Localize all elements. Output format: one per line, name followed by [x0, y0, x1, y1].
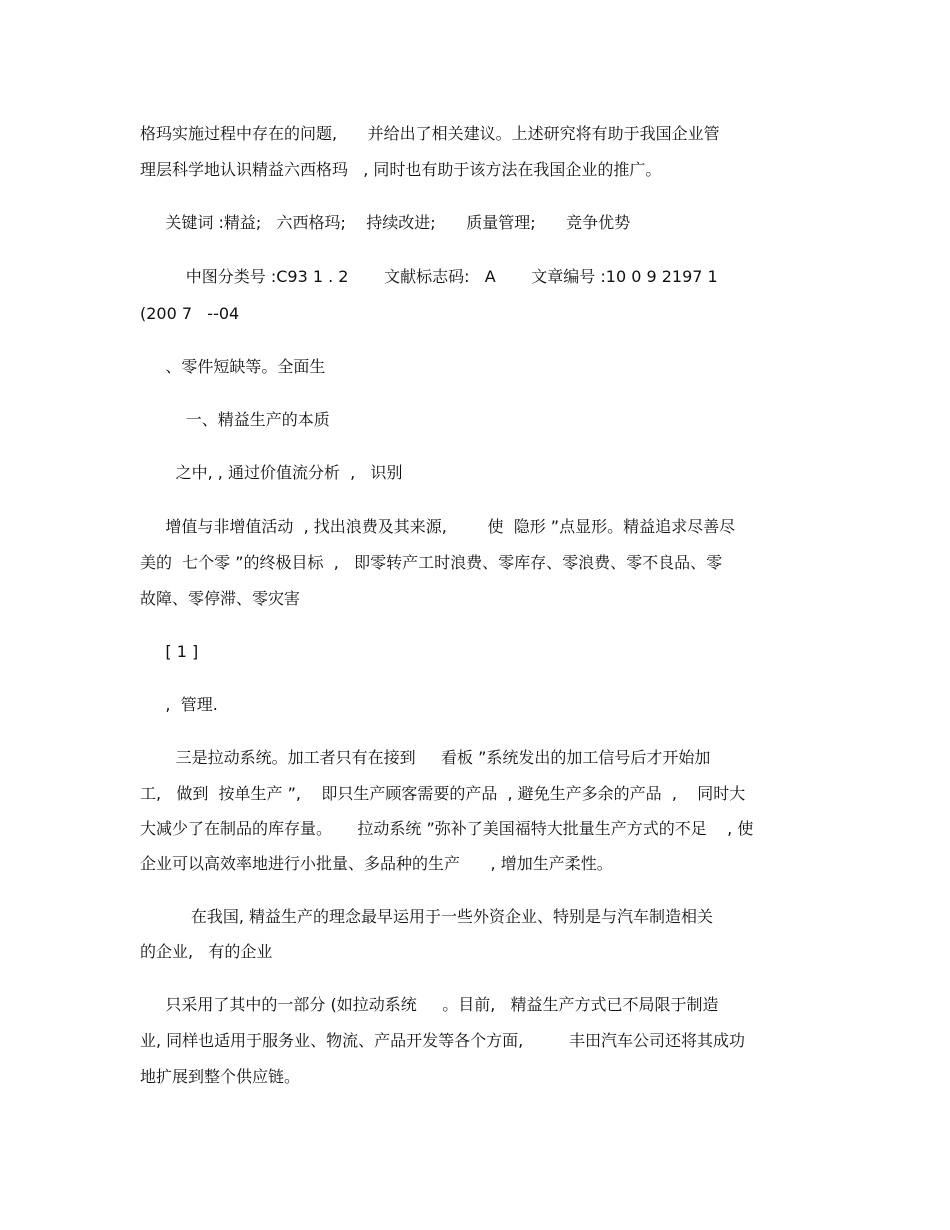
section-heading: 一、精益生产的本质	[140, 410, 330, 429]
classification-line: (200 7 --04	[140, 304, 240, 323]
body-text-line: 之中, , 通过价值流分析 , 识别	[140, 463, 403, 482]
keywords-line: 关键词 :精益; 六西格玛; 持续改进; 质量管理; 竞争优势	[140, 213, 631, 232]
citation-marker: [ 1 ]	[140, 642, 199, 661]
body-text-line: 故障、零停滞、零灾害	[140, 589, 301, 608]
body-text-line: 企业可以高效率地进行小批量、多品种的生产 , 增加生产柔性。	[140, 854, 613, 873]
body-text-line: 增值与非增值活动 , 找出浪费及其来源, 使 隐形 ”点显形。精益追求尽善尽	[140, 517, 736, 536]
body-text-line: 三是拉动系统。加工者只有在接到 看板 ”系统发出的加工信号后才开始加	[140, 748, 711, 767]
body-text-line: 理层科学地认识精益六西格玛 , 同时也有助于该方法在我国企业的推广。	[140, 160, 662, 179]
body-text-line: 大减少了在制品的库存量。 拉动系统 ”弥补了美国福特大批量生产方式的不足 , 使	[140, 819, 754, 838]
classification-line: 中图分类号 :C93 1 . 2 文献标志码: A 文章编号 :10 0 9 2197 1	[140, 267, 718, 286]
body-text-line: 、零件短缺等。全面生	[140, 357, 326, 376]
body-text-line: 只采用了其中的一部分 (如拉动系统 。目前, 精益生产方式已不局限于制造	[140, 995, 719, 1014]
body-text-line: 在我国, 精益生产的理念最早运用于一些外资企业、特别是与汽车制造相关	[140, 907, 714, 926]
body-text-line: 业, 同样也适用于服务业、物流、产品开发等各个方面, 丰田汽车公司还将其成功	[140, 1031, 746, 1050]
body-text-line: , 管理.	[140, 695, 218, 714]
body-text-line: 的企业, 有的企业	[140, 942, 273, 961]
body-text-line: 格玛实施过程中存在的问题, 并给出了相关建议。上述研究将有助于我国企业管	[140, 124, 720, 143]
body-text-line: 美的 七个零 ”的终极目标 , 即零转产工时浪费、零库存、零浪费、零不良品、零	[140, 553, 723, 572]
body-text-line: 工, 做到 按单生产 ”, 即只生产顾客需要的产品 , 避免生产多余的产品 , 同时大	[140, 784, 746, 803]
body-text-line: 地扩展到整个供应链。	[140, 1067, 301, 1086]
